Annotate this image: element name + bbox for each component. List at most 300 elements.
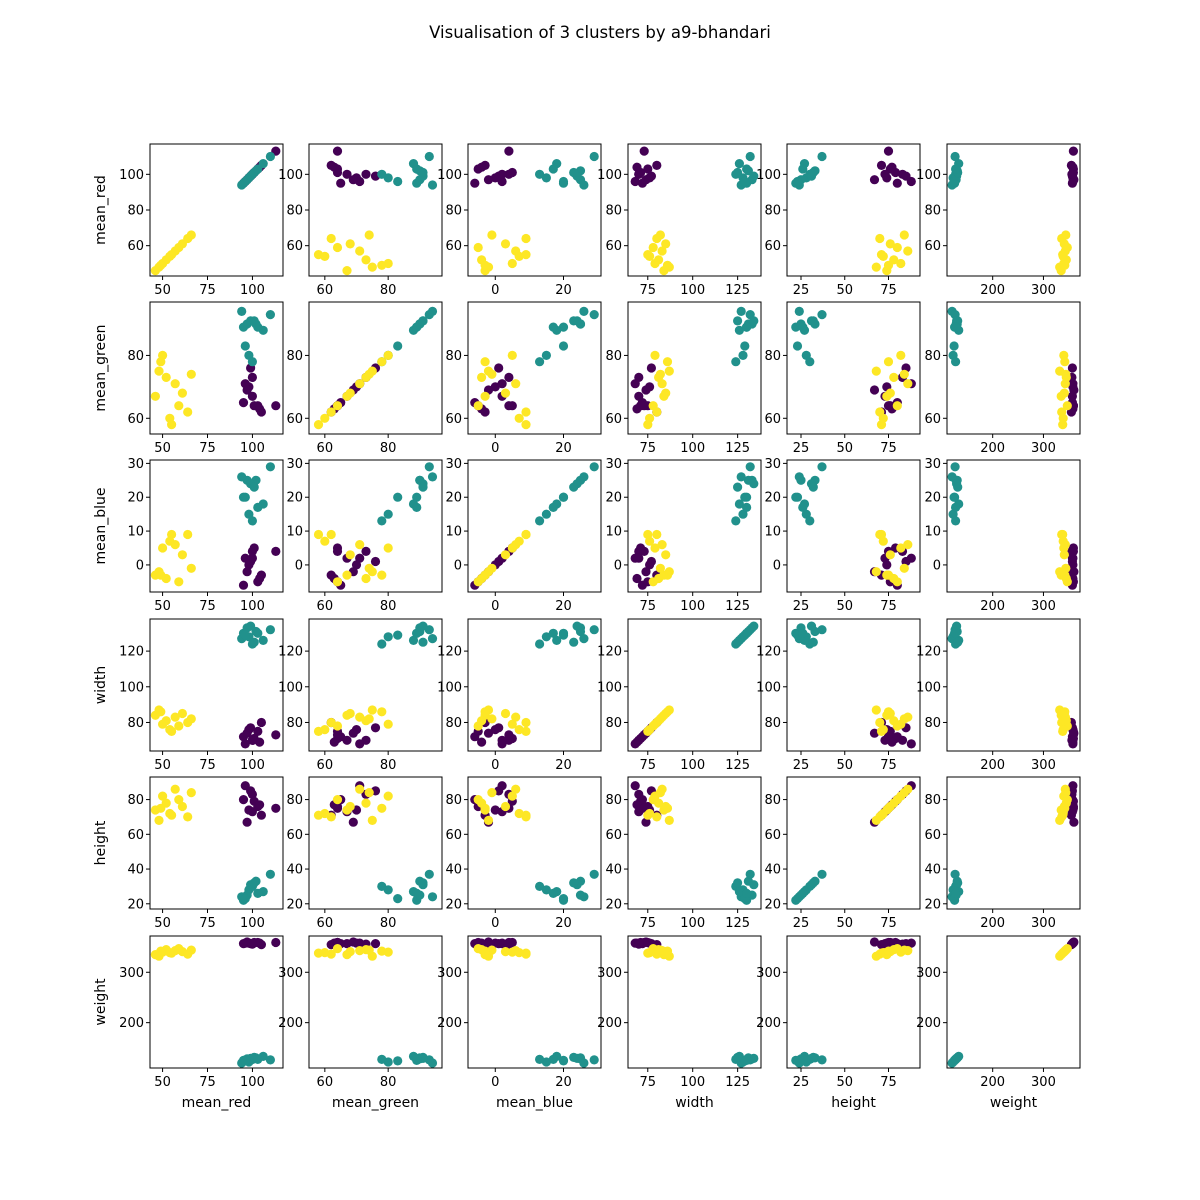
point-cluster-1-5 bbox=[428, 472, 437, 481]
point-cluster-1-8 bbox=[241, 493, 250, 502]
x-tick-label: 75 bbox=[199, 916, 216, 931]
x-tick-label: 300 bbox=[1031, 283, 1056, 298]
point-cluster-2-9 bbox=[487, 370, 496, 379]
point-cluster-1-11 bbox=[798, 503, 807, 512]
point-cluster-2-7 bbox=[501, 947, 510, 956]
y-tick-label: 0 bbox=[613, 558, 622, 574]
point-cluster-2-10 bbox=[320, 414, 329, 423]
x-tick-label: 0 bbox=[491, 283, 500, 298]
point-cluster-2-11 bbox=[156, 261, 165, 270]
point-cluster-1-8 bbox=[559, 894, 568, 903]
point-cluster-0-7 bbox=[1069, 818, 1078, 827]
point-cluster-2-10 bbox=[165, 252, 174, 261]
point-cluster-1-10 bbox=[250, 483, 259, 492]
point-cluster-1-11 bbox=[412, 1055, 421, 1064]
point-cluster-2-10 bbox=[320, 948, 329, 957]
y-tick-label: 60 bbox=[127, 239, 144, 255]
point-cluster-1-10 bbox=[569, 316, 578, 325]
y-tick-label: 80 bbox=[764, 715, 781, 731]
point-cluster-1-7 bbox=[590, 1055, 599, 1064]
y-tick-label: 200 bbox=[597, 1016, 622, 1032]
x-tick-label: 20 bbox=[555, 441, 572, 456]
point-cluster-1-11 bbox=[549, 323, 558, 332]
point-cluster-2-10 bbox=[320, 809, 329, 818]
point-cluster-2-2 bbox=[384, 720, 393, 729]
point-cluster-2-1 bbox=[368, 263, 377, 272]
point-cluster-0-9 bbox=[887, 163, 896, 172]
point-cluster-1-2 bbox=[542, 351, 551, 360]
y-tick-label: 100 bbox=[916, 167, 941, 183]
point-cluster-1-11 bbox=[951, 164, 960, 173]
point-cluster-1-3 bbox=[377, 882, 386, 891]
point-cluster-2-7 bbox=[661, 389, 670, 398]
point-cluster-2-5 bbox=[903, 379, 912, 388]
y-tick-label: 30 bbox=[127, 456, 144, 472]
point-cluster-2-9 bbox=[900, 370, 909, 379]
point-cluster-1-10 bbox=[250, 878, 259, 887]
point-cluster-2-11 bbox=[884, 571, 893, 580]
point-cluster-0-4 bbox=[631, 379, 640, 388]
point-cluster-2-3 bbox=[889, 373, 898, 382]
point-cluster-2-11 bbox=[663, 571, 672, 580]
point-cluster-2-1 bbox=[368, 816, 377, 825]
point-cluster-2-9 bbox=[487, 230, 496, 239]
y-tick-label: 120 bbox=[437, 644, 462, 660]
point-cluster-2-11 bbox=[884, 804, 893, 813]
point-cluster-1-3 bbox=[535, 882, 544, 891]
y-axis-label-height: height bbox=[93, 820, 109, 866]
point-cluster-0-7 bbox=[243, 567, 252, 576]
point-cluster-0-4 bbox=[498, 379, 507, 388]
point-cluster-1-11 bbox=[798, 1055, 807, 1064]
point-cluster-2-11 bbox=[377, 707, 386, 716]
point-cluster-0-7 bbox=[484, 729, 493, 738]
point-cluster-1-8 bbox=[559, 1056, 568, 1065]
y-tick-label: 0 bbox=[772, 558, 781, 574]
point-cluster-1-11 bbox=[951, 629, 960, 638]
point-cluster-1-3 bbox=[377, 516, 386, 525]
y-tick-label: 80 bbox=[286, 203, 303, 219]
y-tick-label: 60 bbox=[286, 827, 303, 843]
y-tick-label: 20 bbox=[127, 490, 144, 506]
point-cluster-1-7 bbox=[266, 870, 275, 879]
point-cluster-0-7 bbox=[641, 385, 650, 394]
point-cluster-0-9 bbox=[255, 800, 264, 809]
y-tick-label: 80 bbox=[924, 715, 941, 731]
point-cluster-0-0 bbox=[470, 179, 479, 188]
point-cluster-1-10 bbox=[953, 878, 962, 887]
point-cluster-2-10 bbox=[515, 809, 524, 818]
point-cluster-0-10 bbox=[1069, 147, 1078, 156]
point-cluster-0-2 bbox=[504, 373, 513, 382]
point-cluster-1-10 bbox=[733, 638, 742, 647]
point-cluster-1-9 bbox=[418, 622, 427, 631]
y-tick-label: 200 bbox=[119, 1016, 144, 1032]
point-cluster-2-5 bbox=[511, 379, 520, 388]
point-cluster-2-9 bbox=[900, 946, 909, 955]
point-cluster-1-8 bbox=[393, 177, 402, 186]
y-tick-label: 80 bbox=[764, 203, 781, 219]
y-tick-label: 100 bbox=[756, 680, 781, 696]
y-tick-label: 60 bbox=[924, 411, 941, 427]
point-cluster-0-11 bbox=[1068, 554, 1077, 563]
point-cluster-1-11 bbox=[951, 323, 960, 332]
x-tick-label: 50 bbox=[154, 599, 171, 614]
point-cluster-1-3 bbox=[535, 357, 544, 366]
point-cluster-1-7 bbox=[746, 870, 755, 879]
y-tick-label: 40 bbox=[127, 862, 144, 878]
x-tick-label: 125 bbox=[725, 283, 751, 298]
point-cluster-1-11 bbox=[412, 323, 421, 332]
point-cluster-2-1 bbox=[484, 816, 493, 825]
y-tick-label: 80 bbox=[605, 203, 622, 219]
point-cluster-0-8 bbox=[494, 363, 503, 372]
point-cluster-2-9 bbox=[187, 564, 196, 573]
point-cluster-1-9 bbox=[749, 622, 758, 631]
point-cluster-2-2 bbox=[384, 792, 393, 801]
point-cluster-0-9 bbox=[255, 404, 264, 413]
x-tick-label: 80 bbox=[379, 441, 397, 456]
point-cluster-2-8 bbox=[327, 718, 336, 727]
point-cluster-1-10 bbox=[569, 878, 578, 887]
x-tick-label: 100 bbox=[680, 599, 706, 614]
point-cluster-2-9 bbox=[656, 714, 665, 723]
y-tick-label: 60 bbox=[764, 827, 781, 843]
x-tick-label: 50 bbox=[836, 916, 854, 931]
point-cluster-0-11 bbox=[342, 170, 351, 179]
point-cluster-1-11 bbox=[412, 164, 421, 173]
point-cluster-2-1 bbox=[665, 816, 674, 825]
y-tick-label: 40 bbox=[764, 862, 781, 878]
x-tick-label: 75 bbox=[880, 441, 897, 456]
point-cluster-1-7 bbox=[266, 625, 275, 634]
point-cluster-2-9 bbox=[187, 946, 196, 955]
point-cluster-2-5 bbox=[355, 379, 364, 388]
point-cluster-1-10 bbox=[733, 316, 742, 325]
point-cluster-1-3 bbox=[805, 516, 814, 525]
point-cluster-0-4 bbox=[907, 739, 916, 748]
point-cluster-0-11 bbox=[248, 392, 257, 401]
y-tick-label: 0 bbox=[294, 558, 303, 574]
point-cluster-2-11 bbox=[884, 261, 893, 270]
point-cluster-2-8 bbox=[521, 234, 530, 243]
point-cluster-2-5 bbox=[355, 946, 364, 955]
point-cluster-2-11 bbox=[481, 804, 490, 813]
point-cluster-2-11 bbox=[884, 357, 893, 366]
point-cluster-1-7 bbox=[746, 462, 755, 471]
point-cluster-0-2 bbox=[361, 547, 370, 556]
point-cluster-1-8 bbox=[793, 177, 802, 186]
y-tick-label: 300 bbox=[437, 965, 462, 981]
y-tick-label: 10 bbox=[764, 524, 781, 540]
point-cluster-0-7 bbox=[349, 729, 358, 738]
point-cluster-2-11 bbox=[377, 357, 386, 366]
y-tick-label: 120 bbox=[756, 644, 781, 660]
y-tick-label: 40 bbox=[605, 862, 622, 878]
point-cluster-2-5 bbox=[903, 246, 912, 255]
point-cluster-0-2 bbox=[361, 170, 370, 179]
point-cluster-2-7 bbox=[346, 802, 355, 811]
point-cluster-1-8 bbox=[241, 341, 250, 350]
point-cluster-2-10 bbox=[165, 948, 174, 957]
point-cluster-1-11 bbox=[798, 889, 807, 898]
y-tick-label: 300 bbox=[756, 965, 781, 981]
point-cluster-1-5 bbox=[579, 634, 588, 643]
point-cluster-1-3 bbox=[377, 639, 386, 648]
point-cluster-2-10 bbox=[165, 809, 174, 818]
point-cluster-1-7 bbox=[817, 310, 826, 319]
x-tick-label: 75 bbox=[639, 916, 657, 931]
point-cluster-2-9 bbox=[656, 788, 665, 797]
point-cluster-2-10 bbox=[515, 414, 524, 423]
point-cluster-2-11 bbox=[663, 947, 672, 956]
point-cluster-0-0 bbox=[239, 795, 248, 804]
point-cluster-0-5 bbox=[257, 718, 266, 727]
y-tick-label: 120 bbox=[119, 644, 144, 660]
point-cluster-0-10 bbox=[271, 730, 280, 739]
point-cluster-1-11 bbox=[253, 1055, 262, 1064]
y-tick-label: 30 bbox=[286, 456, 303, 472]
point-cluster-1-11 bbox=[253, 629, 262, 638]
x-tick-label: 125 bbox=[725, 1075, 751, 1090]
y-tick-label: 80 bbox=[445, 348, 462, 364]
point-cluster-1-10 bbox=[809, 316, 818, 325]
point-cluster-2-7 bbox=[346, 239, 355, 248]
point-cluster-0-0 bbox=[239, 581, 248, 590]
point-cluster-1-9 bbox=[749, 880, 758, 889]
y-tick-label: 20 bbox=[286, 490, 303, 506]
point-cluster-1-5 bbox=[795, 307, 804, 316]
point-cluster-1-2 bbox=[738, 351, 747, 360]
point-cluster-1-10 bbox=[809, 878, 818, 887]
point-cluster-1-8 bbox=[393, 894, 402, 903]
point-cluster-0-11 bbox=[634, 170, 643, 179]
point-cluster-2-2 bbox=[896, 351, 905, 360]
point-cluster-0-10 bbox=[504, 147, 513, 156]
point-cluster-2-1 bbox=[872, 367, 881, 376]
point-cluster-2-10 bbox=[320, 537, 329, 546]
point-cluster-1-3 bbox=[377, 1055, 386, 1064]
point-cluster-0-11 bbox=[248, 736, 257, 745]
point-cluster-1-10 bbox=[809, 1053, 818, 1062]
point-cluster-2-7 bbox=[501, 709, 510, 718]
point-cluster-2-11 bbox=[156, 947, 165, 956]
point-cluster-2-7 bbox=[346, 550, 355, 559]
point-cluster-1-7 bbox=[266, 152, 275, 161]
point-cluster-2-3 bbox=[162, 373, 171, 382]
x-tick-label: 200 bbox=[980, 283, 1006, 298]
point-cluster-0-7 bbox=[484, 175, 493, 184]
point-cluster-1-10 bbox=[809, 638, 818, 647]
x-tick-label: 75 bbox=[639, 441, 657, 456]
y-tick-label: 0 bbox=[932, 558, 941, 574]
point-cluster-2-7 bbox=[886, 239, 895, 248]
x-tick-label: 75 bbox=[880, 916, 897, 931]
y-tick-label: 80 bbox=[127, 793, 144, 809]
y-tick-label: 20 bbox=[605, 490, 622, 506]
point-cluster-0-8 bbox=[901, 172, 910, 181]
point-cluster-1-7 bbox=[951, 152, 960, 161]
point-cluster-2-11 bbox=[481, 357, 490, 366]
point-cluster-1-3 bbox=[535, 1055, 544, 1064]
x-tick-label: 200 bbox=[980, 1075, 1006, 1090]
y-tick-label: 80 bbox=[286, 348, 303, 364]
point-cluster-2-8 bbox=[521, 718, 530, 727]
chart-title: Visualisation of 3 clusters by a9-bhandari bbox=[429, 23, 771, 42]
point-cluster-2-10 bbox=[165, 537, 174, 546]
y-tick-label: 10 bbox=[445, 524, 462, 540]
point-cluster-2-11 bbox=[884, 947, 893, 956]
point-cluster-2-10 bbox=[645, 948, 654, 957]
point-cluster-2-9 bbox=[487, 714, 496, 723]
x-tick-label: 0 bbox=[491, 599, 500, 614]
x-tick-label: 25 bbox=[792, 599, 810, 614]
point-cluster-2-10 bbox=[645, 414, 654, 423]
point-cluster-0-11 bbox=[1068, 392, 1077, 401]
point-cluster-2-8 bbox=[521, 407, 530, 416]
point-cluster-2-5 bbox=[658, 379, 667, 388]
x-tick-label: 50 bbox=[154, 916, 171, 931]
point-cluster-2-9 bbox=[900, 564, 909, 573]
point-cluster-0-10 bbox=[884, 147, 893, 156]
y-axis-label-weight: weight bbox=[93, 978, 109, 1026]
point-cluster-2-7 bbox=[661, 239, 670, 248]
point-cluster-2-6 bbox=[474, 721, 483, 730]
point-cluster-1-7 bbox=[817, 462, 826, 471]
point-cluster-2-10 bbox=[1059, 252, 1068, 261]
point-cluster-1-5 bbox=[237, 472, 246, 481]
x-tick-label: 200 bbox=[980, 599, 1006, 614]
y-tick-label: 60 bbox=[445, 411, 462, 427]
point-cluster-0-6 bbox=[508, 168, 517, 177]
y-tick-label: 200 bbox=[916, 1016, 941, 1032]
x-tick-label: 75 bbox=[199, 758, 216, 773]
x-tick-label: 100 bbox=[680, 441, 706, 456]
y-tick-label: 80 bbox=[605, 348, 622, 364]
point-cluster-1-7 bbox=[425, 152, 434, 161]
x-tick-label: 75 bbox=[880, 283, 897, 298]
x-tick-label: 125 bbox=[725, 916, 751, 931]
y-tick-label: 10 bbox=[605, 524, 622, 540]
y-axis-label-width: width bbox=[93, 665, 109, 705]
point-cluster-2-1 bbox=[154, 816, 163, 825]
point-cluster-1-11 bbox=[798, 323, 807, 332]
point-cluster-1-7 bbox=[951, 462, 960, 471]
point-cluster-1-8 bbox=[393, 1056, 402, 1065]
point-cluster-1-11 bbox=[549, 164, 558, 173]
point-cluster-0-11 bbox=[342, 736, 351, 745]
y-tick-label: 30 bbox=[445, 456, 462, 472]
point-cluster-2-1 bbox=[872, 567, 881, 576]
y-tick-label: 100 bbox=[756, 167, 781, 183]
point-cluster-0-10 bbox=[333, 804, 342, 813]
point-cluster-0-0 bbox=[893, 179, 902, 188]
x-tick-label: 125 bbox=[725, 758, 751, 773]
y-tick-label: 80 bbox=[924, 348, 941, 364]
point-cluster-1-11 bbox=[742, 164, 751, 173]
y-tick-label: 100 bbox=[916, 680, 941, 696]
point-cluster-2-2 bbox=[384, 543, 393, 552]
point-cluster-1-7 bbox=[590, 625, 599, 634]
point-cluster-2-8 bbox=[327, 234, 336, 243]
point-cluster-2-0 bbox=[342, 266, 351, 275]
point-cluster-2-9 bbox=[487, 564, 496, 573]
y-tick-label: 100 bbox=[278, 680, 303, 696]
y-tick-label: 60 bbox=[127, 411, 144, 427]
point-cluster-1-10 bbox=[733, 1053, 742, 1062]
y-tick-label: 60 bbox=[764, 411, 781, 427]
point-cluster-2-9 bbox=[365, 946, 374, 955]
point-cluster-2-9 bbox=[656, 370, 665, 379]
point-cluster-0-4 bbox=[355, 739, 364, 748]
y-tick-label: 60 bbox=[445, 827, 462, 843]
point-cluster-0-11 bbox=[1068, 736, 1077, 745]
y-tick-label: 80 bbox=[764, 348, 781, 364]
point-cluster-2-3 bbox=[654, 255, 663, 264]
y-tick-label: 0 bbox=[453, 558, 462, 574]
point-cluster-2-3 bbox=[361, 574, 370, 583]
point-cluster-2-7 bbox=[1060, 389, 1069, 398]
y-tick-label: 60 bbox=[286, 239, 303, 255]
y-tick-label: 80 bbox=[286, 793, 303, 809]
point-cluster-1-10 bbox=[418, 483, 427, 492]
y-tick-label: 120 bbox=[916, 644, 941, 660]
point-cluster-2-7 bbox=[346, 947, 355, 956]
point-cluster-2-1 bbox=[368, 705, 377, 714]
point-cluster-2-3 bbox=[477, 373, 486, 382]
point-cluster-1-5 bbox=[579, 472, 588, 481]
y-tick-label: 20 bbox=[924, 897, 941, 913]
point-cluster-2-9 bbox=[900, 230, 909, 239]
x-tick-label: 80 bbox=[379, 916, 397, 931]
y-tick-label: 80 bbox=[127, 203, 144, 219]
point-cluster-1-11 bbox=[253, 323, 262, 332]
point-cluster-0-10 bbox=[271, 938, 280, 947]
x-tick-label: 50 bbox=[154, 1075, 171, 1090]
point-cluster-2-7 bbox=[501, 239, 510, 248]
point-cluster-2-9 bbox=[187, 370, 196, 379]
point-cluster-1-7 bbox=[951, 870, 960, 879]
point-cluster-1-7 bbox=[817, 870, 826, 879]
y-tick-label: 300 bbox=[597, 965, 622, 981]
point-cluster-1-8 bbox=[241, 894, 250, 903]
point-cluster-0-7 bbox=[870, 937, 879, 946]
y-tick-label: 20 bbox=[445, 897, 462, 913]
x-tick-label: 75 bbox=[639, 1075, 657, 1090]
point-cluster-2-10 bbox=[879, 252, 888, 261]
point-cluster-2-11 bbox=[884, 707, 893, 716]
y-tick-label: 120 bbox=[597, 644, 622, 660]
point-cluster-2-7 bbox=[661, 550, 670, 559]
point-cluster-2-8 bbox=[183, 812, 192, 821]
point-cluster-2-6 bbox=[174, 401, 183, 410]
x-tick-label: 25 bbox=[792, 441, 810, 456]
point-cluster-1-10 bbox=[418, 638, 427, 647]
y-tick-label: 60 bbox=[445, 239, 462, 255]
point-cluster-1-10 bbox=[418, 878, 427, 887]
y-tick-label: 80 bbox=[605, 715, 622, 731]
point-cluster-2-9 bbox=[365, 788, 374, 797]
point-cluster-2-8 bbox=[327, 530, 336, 539]
point-cluster-1-5 bbox=[428, 634, 437, 643]
x-tick-label: 60 bbox=[316, 916, 334, 931]
point-cluster-0-11 bbox=[880, 736, 889, 745]
point-cluster-1-11 bbox=[742, 1055, 751, 1064]
point-cluster-2-11 bbox=[663, 707, 672, 716]
point-cluster-1-5 bbox=[237, 307, 246, 316]
point-cluster-1-11 bbox=[951, 889, 960, 898]
point-cluster-0-11 bbox=[498, 939, 507, 948]
